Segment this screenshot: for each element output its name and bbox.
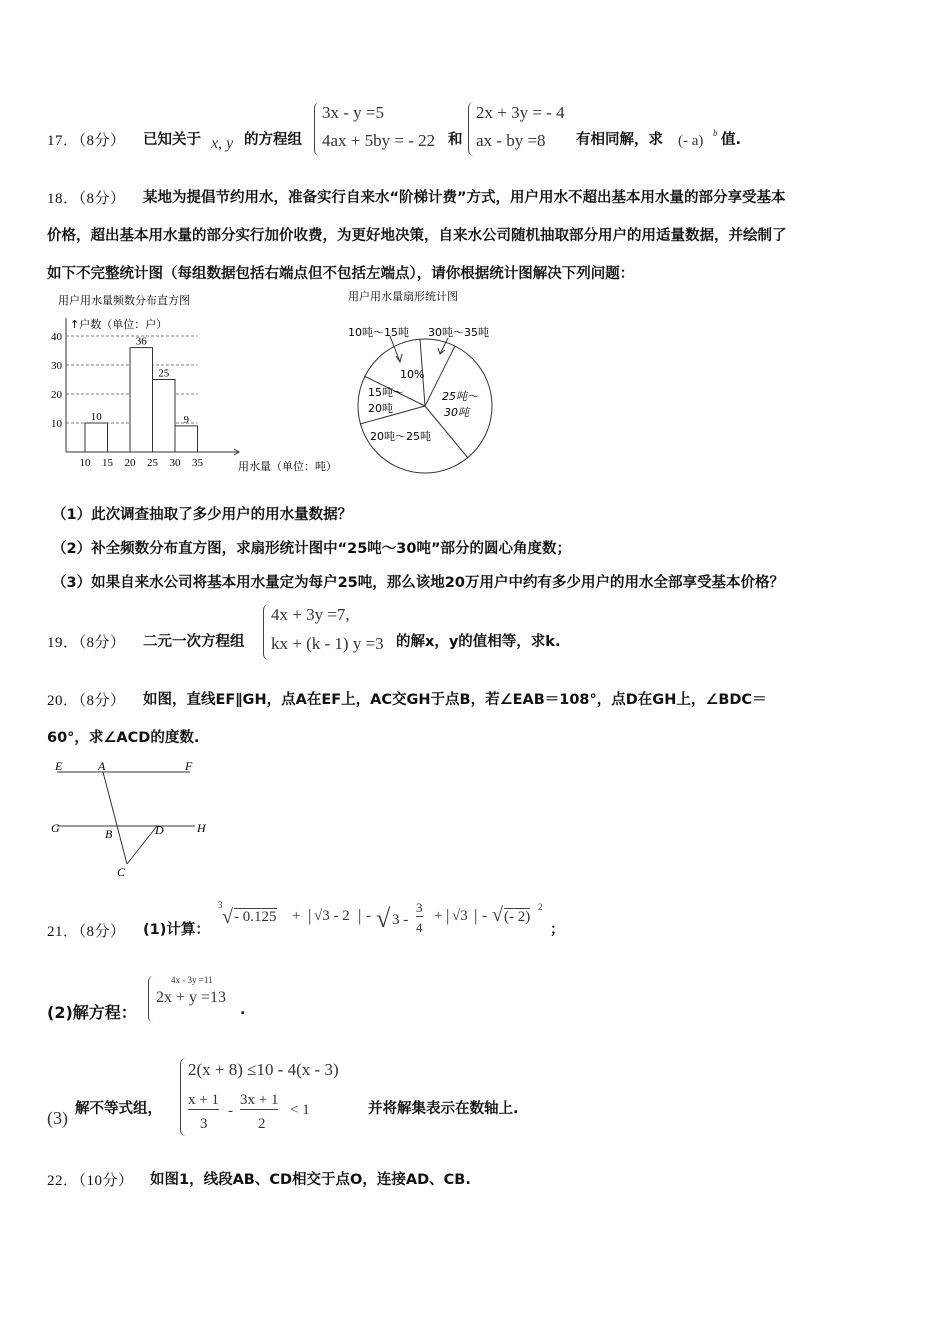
q17-sys2-eq2: ax - by =8 xyxy=(476,131,546,150)
q17-vars: x, y xyxy=(211,135,234,152)
q21-p2-label: (2)解方程： xyxy=(47,1003,137,1022)
pie-pointer-1 xyxy=(390,336,400,362)
bar-label-30-35: 9 xyxy=(183,413,189,426)
q20-line1: 如图，直线EF∥GH，点A在EF上，AC交GH于点B，若∠EAB＝108°，点D在GH上，∠BDC＝ xyxy=(143,692,767,708)
q21-p3-brace xyxy=(180,1058,186,1136)
q19-number: 19．（8分） xyxy=(47,635,126,651)
q21-p3-f1n: x + 1 xyxy=(188,1092,219,1108)
q17-sys1-eq2: 4ax + 5by = - 22 xyxy=(322,131,436,150)
minus-1: - xyxy=(366,908,371,924)
q21-p2-brace xyxy=(148,976,153,1022)
abs-bar-1: | xyxy=(308,906,312,925)
cube-root-index: 3 xyxy=(218,900,223,910)
label-E: E xyxy=(55,759,63,773)
plus-1: + xyxy=(292,908,301,924)
histogram-chart xyxy=(40,288,340,478)
q17-number: 17．（8分） xyxy=(47,133,126,149)
x-tick-20: 20 xyxy=(124,457,136,469)
q21-p3-lt: < 1 xyxy=(290,1102,310,1118)
plus-2: + xyxy=(434,908,443,924)
pie-label-15-20-b: 20吨 xyxy=(368,402,393,415)
label-H: H xyxy=(197,821,206,835)
radical-sign-2: √ xyxy=(376,904,391,933)
bar-20-25 xyxy=(130,348,153,452)
q19-lead: 二元一次方程组 xyxy=(143,634,245,650)
q17-and: 和 xyxy=(448,132,463,148)
q22-number: 22．（10分） xyxy=(47,1173,134,1189)
q21-p2-end: . xyxy=(240,1002,246,1018)
q18-sub2: （2）补全频数分布直方图，求扇形统计图中“25吨～30吨”部分的圆心角度数； xyxy=(52,541,572,557)
label-C: C xyxy=(117,865,126,879)
q17-sys2-eq1: 2x + 3y = - 4 xyxy=(476,103,565,122)
x-tick-15: 15 xyxy=(102,457,113,469)
abs-bar-2: | xyxy=(358,906,362,925)
q21-p1-c2n: 3 xyxy=(416,900,423,915)
q18-text-line1: 某地为提倡节约用水，准备实行自来水“阶梯计费”方式，用户用水不超出基本用水量的部分享受基本 xyxy=(143,190,786,206)
x-tick-25: 25 xyxy=(147,457,158,469)
bar-label-10-15: 10 xyxy=(90,411,102,423)
histogram-ylabel: ↑户数（单位：户） xyxy=(70,318,168,331)
q17-tail2: 值. xyxy=(721,132,742,148)
q21-p3-text: 解不等式组， xyxy=(75,1101,162,1117)
q21-p1-e: (- 2) xyxy=(504,909,531,925)
label-F: F xyxy=(185,759,193,773)
q21-number: 21．（8分） xyxy=(47,924,126,940)
radical-sign-3: √ xyxy=(492,904,503,926)
histogram-title: 用户用水量频数分布直方图 xyxy=(58,294,190,307)
q17-sys1-eq1: 3x - y =5 xyxy=(322,103,384,122)
q21-p1-c1: 3 - xyxy=(392,912,409,928)
x-tick-10: 10 xyxy=(79,457,91,469)
y-tick-40: 40 xyxy=(51,331,62,343)
q18-sub1: （1）此次调查抽取了多少用户的用水量数据？ xyxy=(52,507,353,523)
q17-brace-1 xyxy=(314,102,320,156)
abs-bar-3: | xyxy=(446,906,450,925)
q17-brace-2 xyxy=(468,102,474,156)
bar-10-15 xyxy=(85,423,108,452)
bar-label-25-30: 25 xyxy=(158,367,170,380)
q17-expr: (- a) xyxy=(678,133,704,149)
q21-p1-a: - 0.125 xyxy=(234,909,277,925)
line-CD xyxy=(127,826,157,864)
q21-p1-c2d: 4 xyxy=(416,920,423,935)
pie-label-10-15: 10吨～15吨 xyxy=(348,326,409,339)
pie-chart xyxy=(340,284,510,474)
q21-p3-f2d: 2 xyxy=(258,1116,266,1132)
pie-label-15-20-a: 15吨～ xyxy=(368,386,404,399)
pie-label-25-30-b: 30吨 xyxy=(444,406,469,419)
label-B: B xyxy=(105,827,113,841)
pie-label-20-25: 20吨～25吨 xyxy=(370,430,431,443)
q20-number: 20．（8分） xyxy=(47,693,126,709)
y-tick-30: 30 xyxy=(51,360,62,372)
bar-30-35 xyxy=(175,426,198,452)
q20-line2: 60°，求∠ACD的度数. xyxy=(47,730,200,746)
y-tick-20: 20 xyxy=(51,389,62,401)
q19-brace xyxy=(263,604,269,660)
label-A: A xyxy=(98,759,106,773)
histogram-xlabel: 用水量（单位：吨） xyxy=(238,460,337,473)
q21-p3-tail: 并将解集表示在数轴上. xyxy=(368,1101,519,1117)
q21-p3-minus: - xyxy=(228,1103,233,1119)
q17-tail1: 有相同解，求 xyxy=(576,132,663,148)
line-AC xyxy=(103,772,127,864)
y-tick-10: 10 xyxy=(51,418,62,430)
bar-25-30 xyxy=(153,380,176,453)
q21-p1-label: (1)计算： xyxy=(143,922,210,938)
x-tick-30: 30 xyxy=(169,457,181,469)
q19-eq2: kx + (k - 1) y =3 xyxy=(271,634,384,653)
pie-label-30-35: 30吨～35吨 xyxy=(428,326,489,339)
q18-text-line2: 价格，超出基本用水量的部分实行加价收费，为更好地决策，自来水公司随机抽取部分用户的用适量数据，并绘制了 xyxy=(47,228,787,244)
label-G: G xyxy=(51,821,60,835)
q19-eq1: 4x + 3y =7, xyxy=(271,605,350,624)
q18-sub3: （3）如果自来水公司将基本用水量定为每户25吨，那么该地20万用户中约有多少用户的用水全部享受基本价格？ xyxy=(52,575,784,591)
q21-p3-f2n: 3x + 1 xyxy=(240,1092,279,1108)
minus-2: - xyxy=(482,908,487,924)
q21-p2-eq1: 4x - 3y =11 xyxy=(171,975,213,985)
q21-p1-expression xyxy=(218,900,558,950)
q21-p3-eq1: 2(x + 8) ≤10 - 4(x - 3) xyxy=(188,1060,339,1079)
bar-label-20-25: 36 xyxy=(135,335,147,348)
q18-number: 18．（8分） xyxy=(47,191,126,207)
radical-sign-1: √ xyxy=(222,906,233,928)
q22-text: 如图1，线段AB、CD相交于点O，连接AD、CB. xyxy=(150,1172,471,1188)
label-D: D xyxy=(155,823,164,837)
pie-label-10pct: 10% xyxy=(400,368,425,381)
x-tick-35: 35 xyxy=(192,457,203,469)
q21-p3-f1d: 3 xyxy=(200,1116,208,1132)
pie-pointer-2 xyxy=(440,338,448,354)
q21-p1-d: √3 xyxy=(452,908,468,924)
q17-mid: 的方程组 xyxy=(244,132,302,148)
q21-p1-b: √3 - 2 xyxy=(314,908,350,924)
pie-label-25-30-a: 25吨～ xyxy=(442,390,478,403)
q18-text-line3: 如下不完整统计图（每组数据包括右端点但不包括左端点），请你根据统计图解决下列问题： xyxy=(47,266,635,282)
q21-p3-label: (3) xyxy=(47,1108,68,1128)
q19-tail: 的解x，y的值相等，求k. xyxy=(396,634,561,650)
q20-figure xyxy=(45,758,225,883)
q21-p2-eq2: 2x + y =13 xyxy=(156,989,227,1006)
q21-p1-semicolon: ； xyxy=(550,922,565,938)
square-exponent: 2 xyxy=(538,902,543,912)
pie-title: 用户用水量扇形统计图 xyxy=(348,290,458,303)
q17-lead: 已知关于 xyxy=(143,132,201,148)
abs-bar-4: | xyxy=(474,906,478,925)
q17-expr-exp: b xyxy=(713,128,718,138)
